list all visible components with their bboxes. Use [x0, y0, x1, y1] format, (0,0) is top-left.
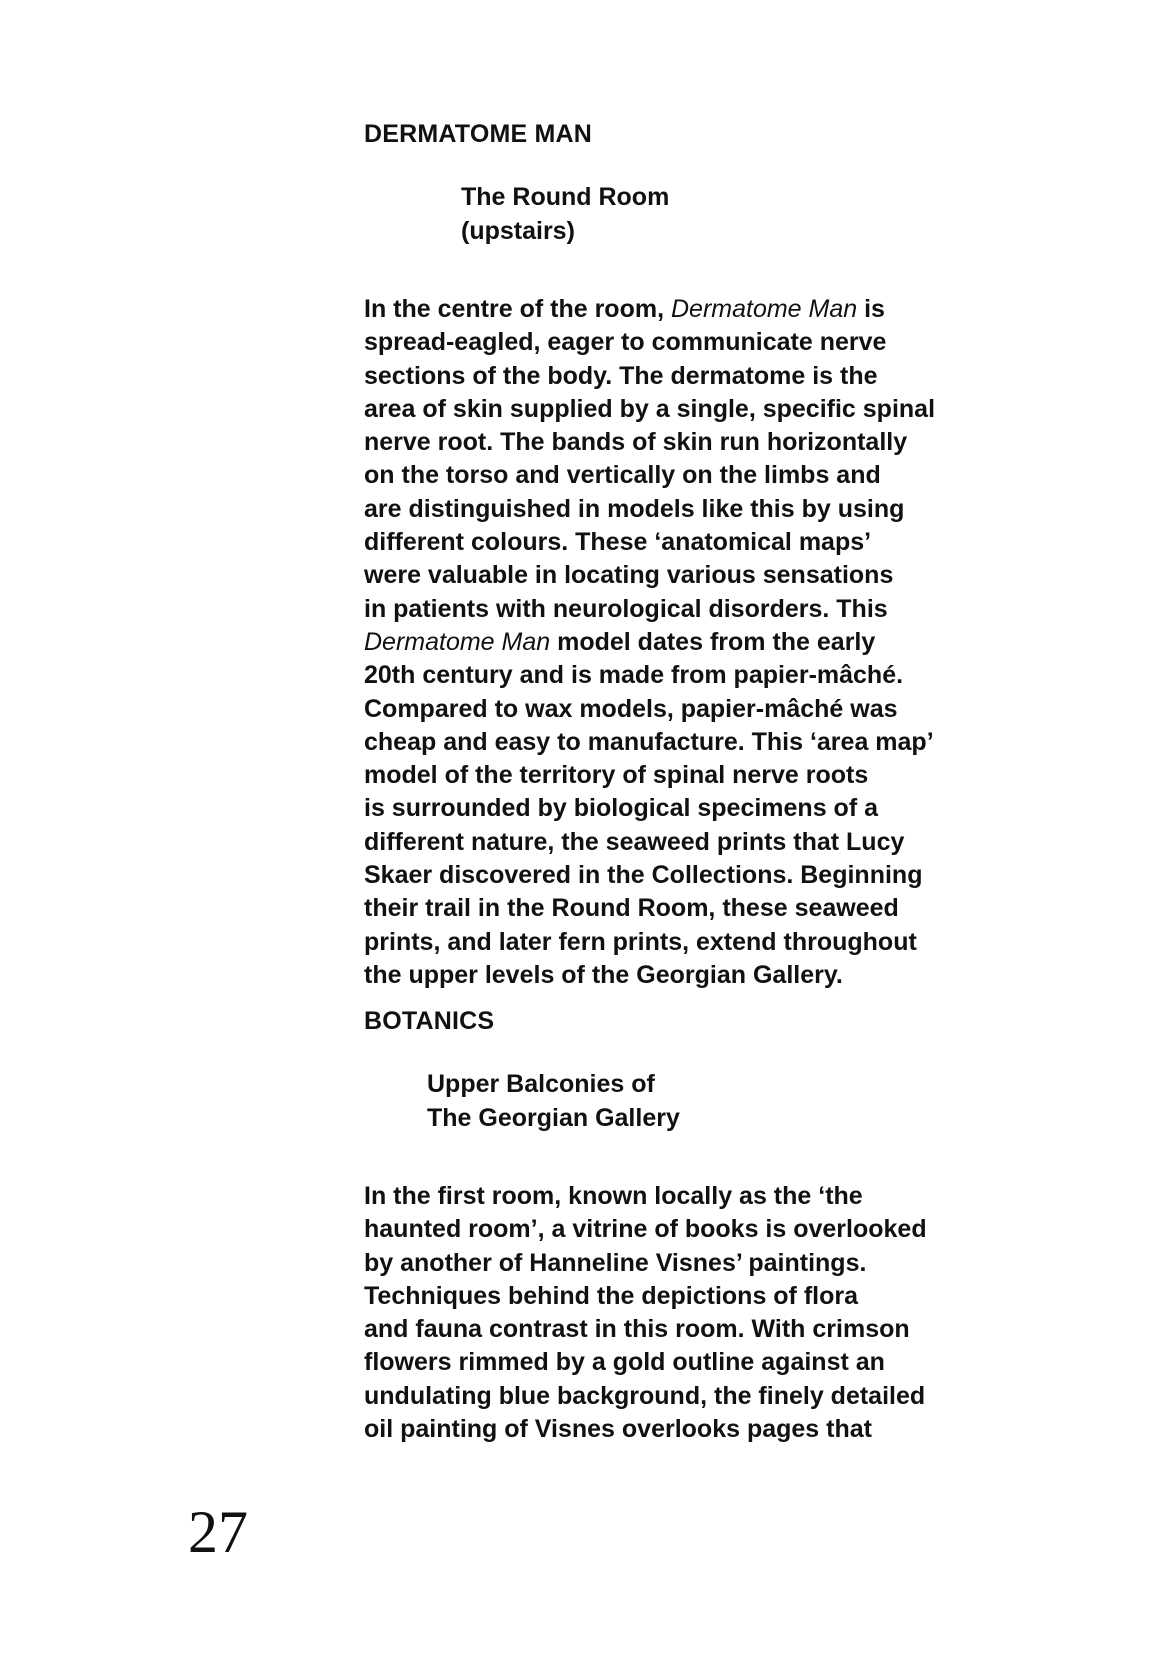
- section-location: [427, 1067, 1087, 1135]
- text-run: and fauna contrast in this room. With crimson: [364, 1315, 910, 1344]
- text-run: the upper levels of the Georgian Gallery.: [364, 960, 843, 989]
- text-run: haunted room’, a vitrine of books is overlooked: [364, 1215, 927, 1244]
- page-number: 27: [188, 1499, 248, 1565]
- text-line: [364, 826, 1024, 859]
- text-line: [364, 1380, 1024, 1413]
- text-run: different colours. These ‘anatomical maps’: [364, 528, 872, 557]
- text-run: by another of Hanneline Visnes’ paintings.: [364, 1248, 867, 1277]
- text-line: [364, 526, 1024, 559]
- text-line: [364, 792, 1024, 825]
- text-run: their trail in the Round Room, these seaweed: [364, 894, 899, 923]
- text-run: Techniques behind the depictions of flora: [364, 1281, 859, 1310]
- text-line: [364, 626, 1024, 659]
- text-run: on the torso and vertically on the limbs and: [364, 461, 881, 490]
- text-run: prints, and later fern prints, extend throughout: [364, 927, 917, 956]
- text-run: undulating blue background, the finely detailed: [364, 1381, 926, 1410]
- text-run: in patients with neurological disorders. This: [364, 594, 888, 623]
- text-run: model of the territory of spinal nerve roots: [364, 761, 869, 790]
- text-line: [364, 959, 1024, 992]
- text-run: oil painting of Visnes overlooks pages that: [364, 1415, 872, 1444]
- text-line: [364, 1213, 1024, 1246]
- text-line: [364, 1180, 1024, 1213]
- text-run: model dates from the early: [550, 627, 876, 656]
- text-run: cheap and easy to manufacture. This ‘area map’: [364, 727, 934, 756]
- text-run: Skaer discovered in the Collections. Beginning: [364, 861, 923, 890]
- section-dermatome-man: [364, 118, 1024, 151]
- location-line: Upper Balconies of: [427, 1070, 655, 1098]
- text-line: [364, 360, 1024, 393]
- text-line: [364, 693, 1024, 726]
- text-line: [364, 1313, 1024, 1346]
- text-line: [364, 493, 1024, 526]
- text-line: [364, 1247, 1024, 1280]
- text-run: Compared to wax models, papier-mâché was: [364, 694, 898, 723]
- text-line: [364, 759, 1024, 792]
- body-paragraph: [364, 1180, 1024, 1446]
- text-run: area of skin supplied by a single, specific spinal: [364, 394, 936, 423]
- section-heading: BOTANICS: [364, 1007, 495, 1035]
- text-line: [364, 393, 1024, 426]
- text-run: In the centre of the room,: [364, 295, 671, 323]
- text-line: [364, 859, 1024, 892]
- section-body: [364, 1180, 1024, 1446]
- text-line: [364, 559, 1024, 592]
- section-location: [461, 180, 1121, 248]
- text-run: In the first room, known locally as the ‘the: [364, 1182, 863, 1210]
- text-line: [364, 593, 1024, 626]
- section-heading: DERMATOME MAN: [364, 120, 593, 148]
- text-line: [364, 926, 1024, 959]
- text-line: [364, 659, 1024, 692]
- text-run: is surrounded by biological specimens of a: [364, 794, 879, 823]
- text-run: nerve root. The bands of skin run horizontally: [364, 428, 908, 457]
- text-run: 20th century and is made from papier-mâché.: [364, 661, 904, 690]
- text-run: are distinguished in models like this by using: [364, 494, 905, 523]
- text-run: sections of the body. The dermatome is the: [364, 361, 878, 390]
- text-line: [364, 726, 1024, 759]
- text-run: is: [857, 295, 885, 323]
- text-run: flowers rimmed by a gold outline against an: [364, 1348, 885, 1377]
- text-run: different nature, the seaweed prints that Lucy: [364, 827, 905, 856]
- text-line: [364, 426, 1024, 459]
- italic-title-text: Dermatome Man: [364, 627, 551, 656]
- text-line: [364, 459, 1024, 492]
- location-line: (upstairs): [461, 217, 575, 245]
- section-body: [364, 293, 1024, 992]
- text-run: spread-eagled, eager to communicate nerve: [364, 328, 887, 357]
- location-line: The Georgian Gallery: [427, 1104, 680, 1132]
- location-line: The Round Room: [461, 183, 670, 211]
- text-line: [364, 1346, 1024, 1379]
- section-botanics: [364, 1005, 1024, 1038]
- italic-title-text: Dermatome Man: [670, 295, 858, 323]
- body-paragraph: [364, 293, 1024, 992]
- text-line: [364, 326, 1024, 359]
- text-line: [364, 892, 1024, 925]
- text-line: [364, 1280, 1024, 1313]
- text-run: were valuable in locating various sensations: [364, 561, 894, 590]
- text-line: [364, 293, 1024, 326]
- text-line: [364, 1413, 1024, 1446]
